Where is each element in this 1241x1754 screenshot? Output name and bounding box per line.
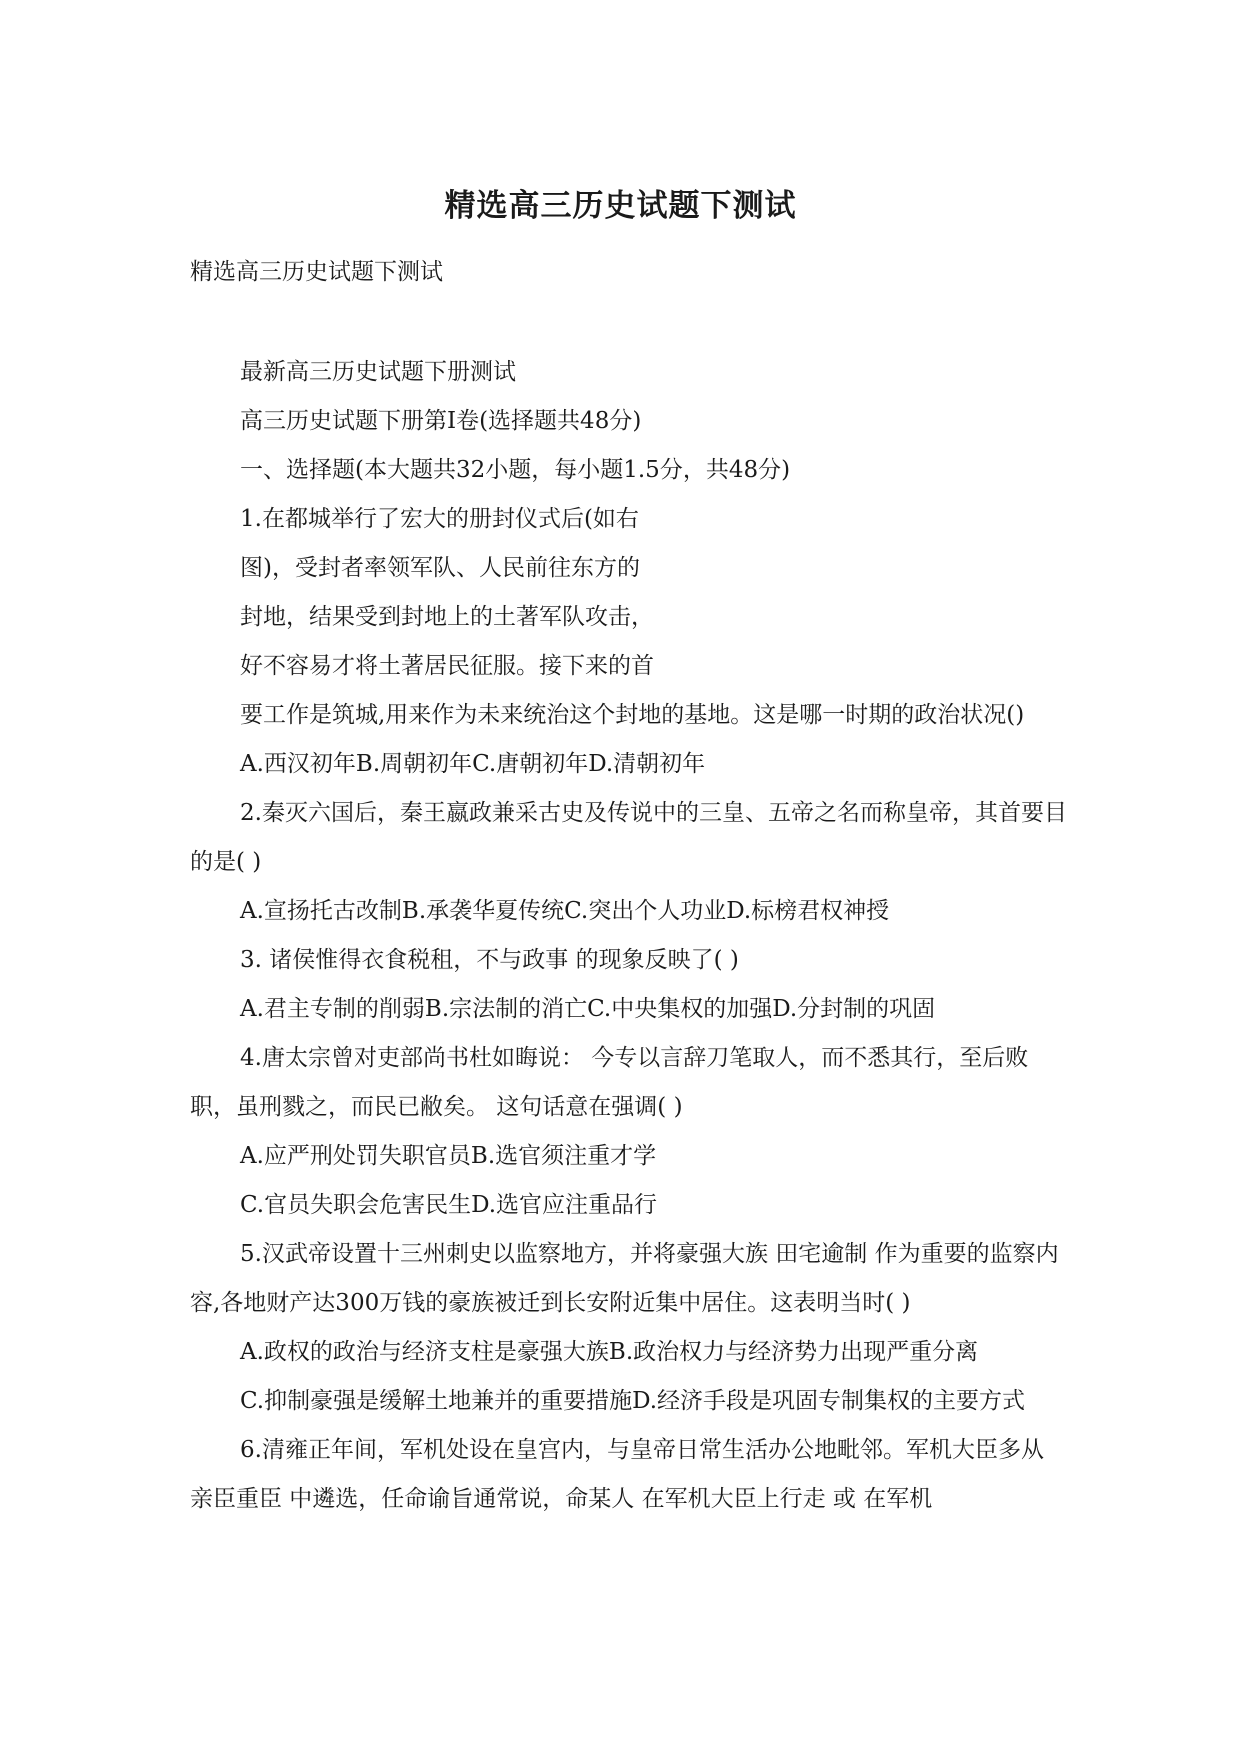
question-1-line: 1.在都城举行了宏大的册封仪式后(如右 [240,506,639,532]
question-4: 4.唐太宗曾对吏部尚书杜如晦说： 今专以言辞刀笔取人，而不悉其行，至后败职，虽刑戮之，而民已敝矣。 这句话意在强调( ) [190,1045,1029,1120]
question-5-options: C.抑制豪强是缓解土地兼并的重要措施D.经济手段是巩固专制集权的主要方式 [240,1388,1026,1414]
question-1-line: 要工作是筑城,用来作为未来统治这个封地的基地。这是哪一时期的政治状况() [240,702,1025,728]
question-1-options: A.西汉初年B.周朝初年C.唐朝初年D.清朝初年 [240,751,706,777]
question-6: 6.清雍正年间，军机处设在皇宫内，与皇帝日常生活办公地毗邻。军机大臣多从 亲臣重臣 中遴选，任命谕旨通常说，命某人 在军机大臣上行走 或 在军机 [190,1437,1044,1512]
question-4-options: C.官员失职会危害民生D.选官应注重品行 [240,1192,658,1218]
question-5-options: A.政权的政治与经济支柱是豪强大族B.政治权力与经济势力出现严重分离 [240,1339,979,1365]
document-subtitle: 精选高三历史试题下测试 [190,259,443,285]
question-1-line: 图)，受封者率领军队、人民前往东方的 [240,555,640,581]
question-2: 2.秦灭六国后，秦王嬴政兼采古史及传说中的三皇、五帝之名而称皇帝，其首要目的是( ) [190,800,1067,875]
document-title: 精选高三历史试题下测试 [444,188,797,224]
question-1-line: 封地，结果受到封地上的土著军队攻击， [240,604,654,630]
paragraph: 一、选择题(本大题共32小题，每小题1.5分，共48分) [240,457,791,483]
question-5: 5.汉武帝设置十三州刺史以监察地方，并将豪强大族 田宅逾制 作为重要的监察内容,各地财产达300万钱的豪族被迁到长安附近集中居住。这表明当时( ) [190,1241,1059,1316]
document-body [190,348,1070,1524]
paragraph: 最新高三历史试题下册测试 [240,359,516,385]
question-3-options: A.君主专制的削弱B.宗法制的消亡C.中央集权的加强D.分封制的巩固 [240,996,936,1022]
question-1-line: 好不容易才将土著居民征服。接下来的首 [240,653,654,679]
paragraph: 高三历史试题下册第Ⅰ卷(选择题共48分) [240,408,642,434]
question-3: 3. 诸侯惟得衣食税租，不与政事 的现象反映了( ) [240,947,739,973]
question-2-options: A.宣扬托古改制B.承袭华夏传统C.突出个人功业D.标榜君权神授 [240,898,890,924]
question-4-options: A.应严刑处罚失职官员B.选官须注重才学 [240,1143,657,1169]
